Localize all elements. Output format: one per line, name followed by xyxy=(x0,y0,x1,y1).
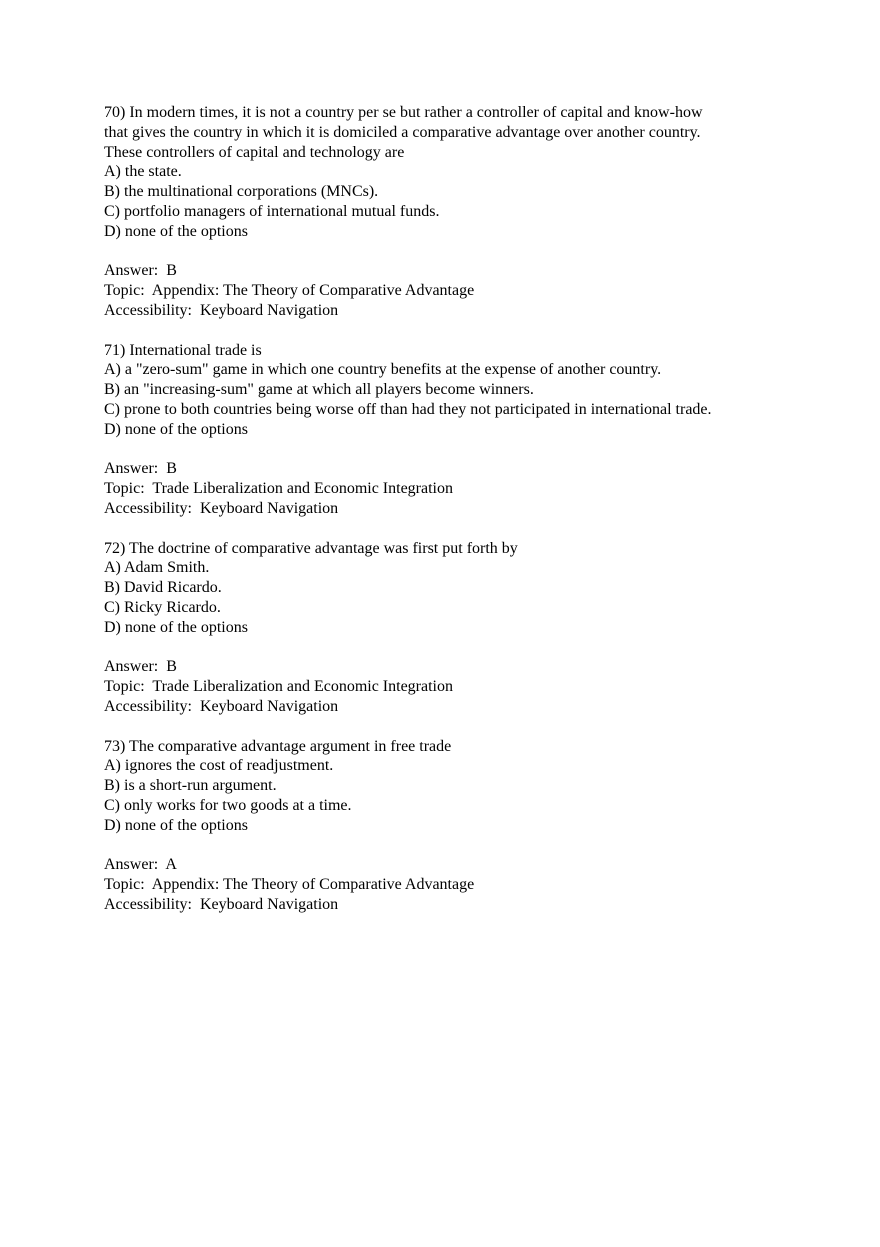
accessibility-line: Accessibility: Keyboard Navigation xyxy=(104,301,339,319)
question-body xyxy=(104,737,804,836)
topic-line: Topic: Trade Liberalization and Economic Integration xyxy=(104,678,453,696)
question-72 xyxy=(104,539,804,717)
accessibility-line: Accessibility: Keyboard Navigation xyxy=(104,895,339,913)
option-c: C) prone to both countries being worse off than had they not participated in international trade. xyxy=(104,400,712,418)
question-body xyxy=(104,539,804,638)
topic-line: Topic: Appendix: The Theory of Comparative Advantage xyxy=(104,876,475,894)
option-b: B) the multinational corporations (MNCs). xyxy=(104,183,379,201)
option-c: C) Ricky Ricardo. xyxy=(104,598,221,616)
question-meta xyxy=(104,261,804,320)
accessibility-line: Accessibility: Keyboard Navigation xyxy=(104,697,339,715)
topic-line: Topic: Appendix: The Theory of Comparative Advantage xyxy=(104,282,475,300)
option-d: D) none of the options xyxy=(104,420,248,438)
document-page xyxy=(104,103,804,934)
option-c: C) only works for two goods at a time. xyxy=(104,796,352,814)
question-body xyxy=(104,103,804,242)
option-a: A) ignores the cost of readjustment. xyxy=(104,757,334,775)
question-73 xyxy=(104,737,804,915)
option-c: C) portfolio managers of international mutual funds. xyxy=(104,202,440,220)
option-b: B) David Ricardo. xyxy=(104,579,222,597)
option-a: A) Adam Smith. xyxy=(104,559,210,577)
option-d: D) none of the options xyxy=(104,618,248,636)
question-stem-line: 71) International trade is xyxy=(104,341,262,359)
question-stem-line: 72) The doctrine of comparative advantage was first put forth by xyxy=(104,539,518,557)
option-d: D) none of the options xyxy=(104,222,248,240)
option-a: A) a "zero-sum" game in which one country benefits at the expense of another country. xyxy=(104,361,662,379)
accessibility-line: Accessibility: Keyboard Navigation xyxy=(104,499,339,517)
question-stem-line: 73) The comparative advantage argument in free trade xyxy=(104,737,452,755)
question-meta xyxy=(104,657,804,716)
question-body xyxy=(104,341,804,440)
answer-line: Answer: B xyxy=(104,262,177,280)
option-b: B) an "increasing-sum" game at which all players become winners. xyxy=(104,381,534,399)
answer-line: Answer: B xyxy=(104,658,177,676)
option-a: A) the state. xyxy=(104,163,182,181)
answer-line: Answer: B xyxy=(104,460,177,478)
option-b: B) is a short-run argument. xyxy=(104,777,277,795)
question-70 xyxy=(104,103,804,321)
topic-line: Topic: Trade Liberalization and Economic Integration xyxy=(104,480,453,498)
question-71 xyxy=(104,341,804,519)
question-meta xyxy=(104,459,804,518)
answer-line: Answer: A xyxy=(104,856,177,874)
question-stem-line: that gives the country in which it is domiciled a comparative advantage over another country. xyxy=(104,123,701,141)
question-stem-line: These controllers of capital and technology are xyxy=(104,143,405,161)
question-stem-line: 70) In modern times, it is not a country per se but rather a controller of capital and know-how xyxy=(104,104,703,121)
question-meta xyxy=(104,855,804,914)
option-d: D) none of the options xyxy=(104,816,248,834)
